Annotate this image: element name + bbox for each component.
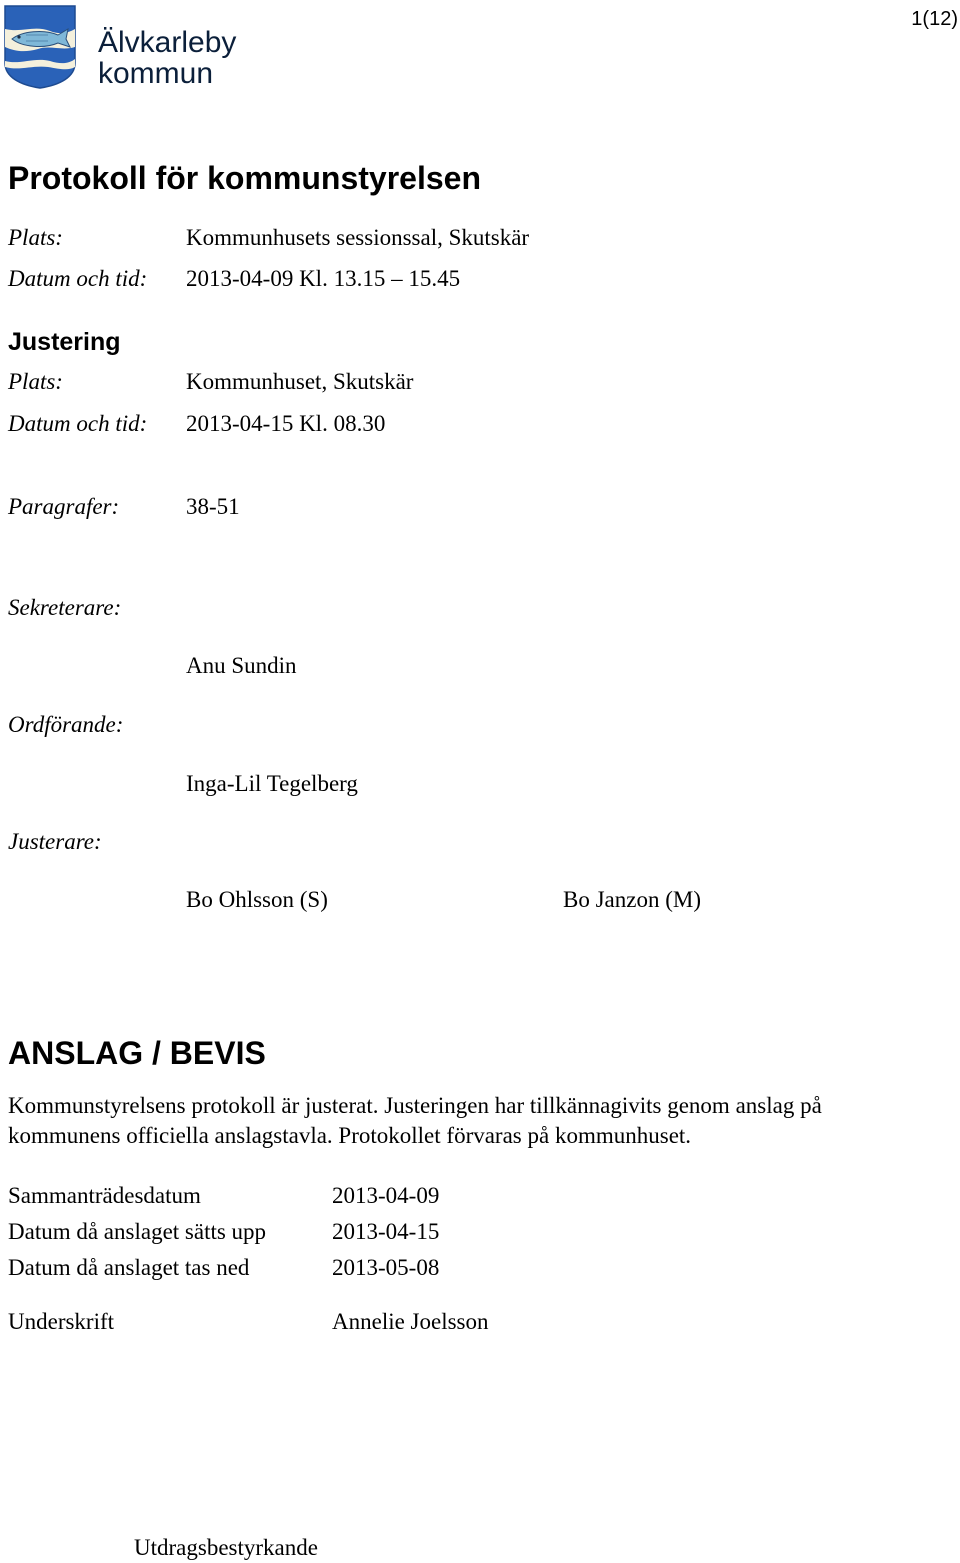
notice-row-label: Sammanträdesdatum [8,1183,201,1208]
municipality-name [98,27,236,89]
chair-name: Inga-Lil Tegelberg [186,771,358,796]
signature-label: Underskrift [8,1309,115,1334]
adjustment-heading: Justering [8,328,121,356]
notice-text-line1: Kommunstyrelsens protokoll är justerat. Justeringen har tillkännagivits genom anslag på [8,1093,822,1118]
adjustment-place-label: Plats: [8,369,63,394]
paragraphs-value: 38-51 [186,494,240,519]
meeting-place-label: Plats: [8,225,63,250]
adjustment-datetime-label: Datum och tid: [8,411,148,436]
page-number: 1(12) [911,8,958,30]
notice-text [8,1091,822,1151]
adjuster-2-name: Bo Janzon (M) [563,887,701,912]
notice-row-value: 2013-04-15 [332,1219,440,1244]
notice-row-value: 2013-05-08 [332,1255,440,1280]
secretary-name: Anu Sundin [186,653,297,678]
signature-name: Annelie Joelsson [332,1309,489,1334]
adjustment-datetime-value: 2013-04-15 Kl. 08.30 [186,411,386,436]
meeting-datetime-value: 2013-04-09 Kl. 13.15 – 15.45 [186,266,461,291]
coat-of-arms-icon [4,5,76,89]
meeting-datetime-label: Datum och tid: [8,266,148,291]
page-title: Protokoll för kommunstyrelsen [8,160,481,196]
meeting-place-value: Kommunhusets sessionssal, Skutskär [186,225,530,250]
adjuster-1-name: Bo Ohlsson (S) [186,887,328,912]
paragraphs-label: Paragrafer: [8,494,120,519]
municipality-name-line2: kommun [98,57,214,90]
secretary-label: Sekreterare: [8,595,122,620]
notice-heading: ANSLAG / BEVIS [8,1035,266,1071]
certification-label: Utdragsbestyrkande [134,1535,318,1560]
notice-row-value: 2013-04-09 [332,1183,440,1208]
adjustment-place-value: Kommunhuset, Skutskär [186,369,414,394]
municipality-logo [4,5,76,89]
adjusters-label: Justerare: [8,829,102,854]
notice-row-label: Datum då anslaget tas ned [8,1255,250,1280]
notice-row-label: Datum då anslaget sätts upp [8,1219,267,1244]
chair-label: Ordförande: [8,712,124,737]
municipality-name-line1: Älvkarleby [98,26,237,59]
notice-text-line2: kommunens officiella anslagstavla. Protokollet förvaras på kommunhuset. [8,1123,692,1148]
